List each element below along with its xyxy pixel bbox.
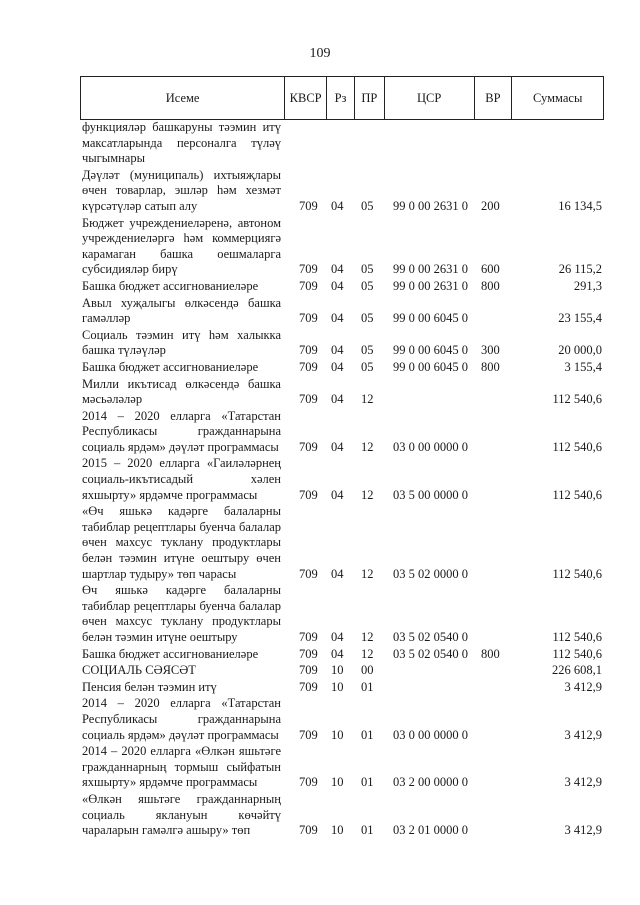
cell-sum: 3 412,9	[564, 679, 602, 694]
cell-sum: 112 540,6	[552, 392, 602, 407]
cell-csr: 03 0 00 0000 0	[393, 439, 468, 454]
budget-table	[80, 76, 604, 839]
cell-pr: 01	[361, 775, 374, 790]
cell-sum: 112 540,6	[552, 487, 602, 502]
cell-csr: 99 0 00 2631 0	[393, 278, 468, 293]
cell-rz: 04	[331, 630, 344, 644]
cell-name: Милли икътисад өлкәсендә башка мәсьәләләр	[82, 376, 281, 407]
table-row	[80, 792, 604, 839]
table-row	[80, 647, 604, 663]
cell-vr	[475, 120, 513, 167]
cell-name: Башка бюджет ассигнованиеләре	[82, 359, 259, 374]
cell-rz: 04	[331, 359, 344, 374]
cell-csr: 99 0 00 6045 0	[393, 359, 468, 374]
cell-csr: 03 5 02 0000 0	[393, 566, 468, 581]
cell-pr: 05	[361, 343, 374, 358]
cell-vr: 200	[481, 198, 500, 213]
table-row	[80, 456, 604, 503]
table-row	[80, 296, 604, 327]
cell-pr: 01	[361, 727, 374, 742]
cell-csr: 03 5 00 0000 0	[393, 487, 468, 502]
table-row	[80, 120, 604, 167]
cell-sum: 26 115,2	[558, 262, 602, 277]
cell-name: Өч яшькә кадәрге балаларны табиблар рецептлары буенча балалар өчен махсус туклану продуктлары белән тәэмин итүне оештыру	[82, 583, 281, 644]
cell-vr	[475, 504, 513, 582]
cell-csr: 03 2 01 0000 0	[393, 823, 468, 838]
cell-rz: 10	[331, 823, 344, 838]
table-row	[80, 696, 604, 743]
page-number: 109	[309, 46, 331, 61]
cell-rz: 10	[331, 727, 344, 742]
cell-csr	[385, 120, 475, 167]
cell-name: «Өч яшькә кадәрге балаларны табиблар рецептлары буенча балалар өчен махсус туклану продуктлары белән тәэмин итүне оештыру өчен шартлар тудыру» төп чарасы	[82, 504, 281, 581]
cell-kvsr: 709	[299, 646, 318, 661]
cell-kvsr: 709	[299, 566, 318, 581]
cell-vr: 800	[481, 359, 500, 374]
cell-rz: 10	[331, 663, 344, 678]
table-row	[80, 279, 604, 295]
header-sum: Суммасы	[533, 90, 583, 105]
cell-vr	[475, 744, 513, 791]
cell-sum: 3 412,9	[564, 775, 602, 790]
cell-kvsr: 709	[299, 775, 318, 790]
cell-vr	[475, 296, 513, 327]
cell-sum: 16 134,5	[558, 198, 602, 213]
cell-vr	[475, 456, 513, 503]
cell-kvsr: 709	[299, 343, 318, 358]
cell-kvsr	[285, 120, 327, 167]
header-csr: ЦСР	[385, 77, 475, 119]
cell-kvsr: 709	[299, 487, 318, 502]
cell-vr	[475, 663, 513, 679]
cell-sum: 23 155,4	[558, 311, 602, 326]
table-row	[80, 663, 604, 679]
cell-kvsr: 709	[299, 823, 318, 838]
cell-kvsr: 709	[299, 262, 318, 277]
cell-pr: 12	[361, 487, 374, 502]
cell-vr	[475, 792, 513, 839]
cell-rz: 04	[331, 487, 344, 502]
header-kvsr: КВСР	[285, 77, 327, 119]
cell-name: 2014 – 2020 елларга «Татарстан Республикасы гражданнарына социаль ярдәм» дәүләт программасы	[82, 696, 281, 742]
cell-kvsr: 709	[299, 198, 318, 213]
cell-name: 2015 – 2020 елларга «Гаиләләрнең социаль-икътисадый хәлен яхшырту» ярдәмче программасы	[82, 456, 281, 502]
cell-rz: 04	[331, 343, 344, 358]
cell-csr: 03 5 02 0540 0	[393, 646, 468, 661]
cell-sum: 3 412,9	[564, 727, 602, 742]
cell-kvsr: 709	[299, 727, 318, 742]
cell-pr: 05	[361, 198, 374, 213]
table-header	[80, 76, 604, 120]
cell-sum: 112 540,6	[552, 630, 602, 644]
cell-rz: 04	[331, 198, 344, 213]
cell-pr: 05	[361, 262, 374, 277]
cell-rz: 04	[331, 439, 344, 454]
cell-kvsr: 709	[299, 679, 318, 694]
table-row	[80, 583, 604, 645]
cell-sum: 112 540,6	[552, 439, 602, 454]
table-row	[80, 168, 604, 215]
cell-name: 2014 – 2020 елларга «Татарстан Республикасы гражданнарына социаль ярдәм» дәүләт программасы	[82, 408, 281, 454]
cell-kvsr: 709	[299, 359, 318, 374]
cell-csr: 99 0 00 6045 0	[393, 311, 468, 326]
cell-rz: 04	[331, 262, 344, 277]
cell-kvsr: 709	[299, 630, 318, 644]
cell-pr	[355, 120, 385, 167]
table-row	[80, 409, 604, 456]
cell-vr: 600	[481, 262, 500, 277]
cell-pr: 05	[361, 359, 374, 374]
table-row	[80, 680, 604, 696]
cell-vr: 300	[481, 343, 500, 358]
cell-name: Дәүләт (муниципаль) ихтыяҗлары өчен товарлар, эшләр һәм хезмәт күрсәтүләр сатып алу	[82, 167, 281, 213]
cell-csr: 99 0 00 2631 0	[393, 262, 468, 277]
cell-pr: 01	[361, 823, 374, 838]
cell-rz: 04	[331, 392, 344, 407]
cell-name: СОЦИАЛЬ СӘЯСӘТ	[82, 663, 196, 678]
cell-rz: 04	[331, 278, 344, 293]
cell-pr: 05	[361, 278, 374, 293]
cell-kvsr: 709	[299, 311, 318, 326]
cell-kvsr: 709	[299, 278, 318, 293]
cell-rz: 04	[331, 311, 344, 326]
cell-sum: 3 155,4	[564, 359, 602, 374]
table-row	[80, 377, 604, 408]
cell-vr: 800	[481, 278, 500, 293]
cell-rz: 10	[331, 679, 344, 694]
cell-csr	[385, 680, 475, 696]
cell-name: 2014 – 2020 елларга «Өлкән яшьтәге гражданнарның тормыш сыйфатын яхшырту» ярдәмче программасы	[82, 744, 281, 790]
cell-csr: 03 5 02 0540 0	[393, 630, 468, 644]
cell-sum: 112 540,6	[552, 566, 602, 581]
cell-pr: 01	[361, 679, 374, 694]
table-body	[80, 120, 604, 839]
cell-csr: 99 0 00 6045 0	[393, 343, 468, 358]
cell-csr: 03 2 00 0000 0	[393, 775, 468, 790]
cell-pr: 12	[361, 630, 374, 644]
cell-pr: 00	[361, 663, 374, 678]
cell-name: функцияләр башкаруны тәэмин итү максатларында персоналга түләү чыгымнары	[82, 120, 281, 166]
header-pr: ПР	[355, 77, 385, 119]
header-vr: ВР	[475, 77, 513, 119]
table-row	[80, 504, 604, 582]
table-row	[80, 328, 604, 359]
cell-vr	[475, 583, 513, 645]
cell-csr: 99 0 00 2631 0	[393, 198, 468, 213]
cell-kvsr: 709	[299, 392, 318, 407]
cell-rz: 04	[331, 566, 344, 581]
cell-pr: 12	[361, 439, 374, 454]
cell-pr: 12	[361, 392, 374, 407]
cell-csr	[385, 663, 475, 679]
cell-sum: 226 608,1	[552, 663, 602, 678]
cell-csr	[385, 377, 475, 408]
cell-vr	[475, 409, 513, 456]
cell-name: Социаль тәэмин итү һәм халыкка башка түләүләр	[82, 327, 281, 358]
cell-rz: 04	[331, 646, 344, 661]
cell-rz	[327, 120, 355, 167]
cell-pr: 12	[361, 646, 374, 661]
cell-sum: 112 540,6	[552, 646, 602, 661]
cell-sum	[513, 120, 604, 167]
cell-pr: 12	[361, 566, 374, 581]
table-row	[80, 744, 604, 791]
cell-name: Башка бюджет ассигнованиеләре	[82, 278, 259, 293]
cell-csr: 03 0 00 0000 0	[393, 727, 468, 742]
cell-vr: 800	[481, 646, 500, 661]
cell-kvsr: 709	[299, 439, 318, 454]
cell-name: Пенсия белән тәэмин итү	[82, 679, 217, 694]
cell-sum: 291,3	[573, 278, 602, 293]
header-rz: Рз	[327, 77, 355, 119]
table-row	[80, 360, 604, 376]
cell-name: Авыл хуҗалыгы өлкәсендә башка гамәлләр	[82, 295, 281, 326]
cell-kvsr: 709	[299, 663, 318, 678]
cell-rz: 10	[331, 775, 344, 790]
cell-name: Башка бюджет ассигнованиеләре	[82, 646, 259, 661]
cell-sum: 20 000,0	[558, 343, 602, 358]
cell-sum: 3 412,9	[564, 823, 602, 838]
header-name: Исеме	[81, 77, 285, 119]
cell-vr	[475, 696, 513, 743]
cell-name: Бюджет учреждениеләренә, автоном учреждениеләргә һәм коммерциягә карамаган башка оешмаларга субсидияләр бирү	[82, 215, 281, 277]
cell-pr: 05	[361, 311, 374, 326]
cell-name: «Өлкән яшьтәге гражданнарның социаль яклануын көчәйтү чараларын гамәлгә ашыру» төп	[82, 791, 281, 838]
cell-vr	[475, 680, 513, 696]
table-row	[80, 216, 604, 278]
cell-vr	[475, 377, 513, 408]
